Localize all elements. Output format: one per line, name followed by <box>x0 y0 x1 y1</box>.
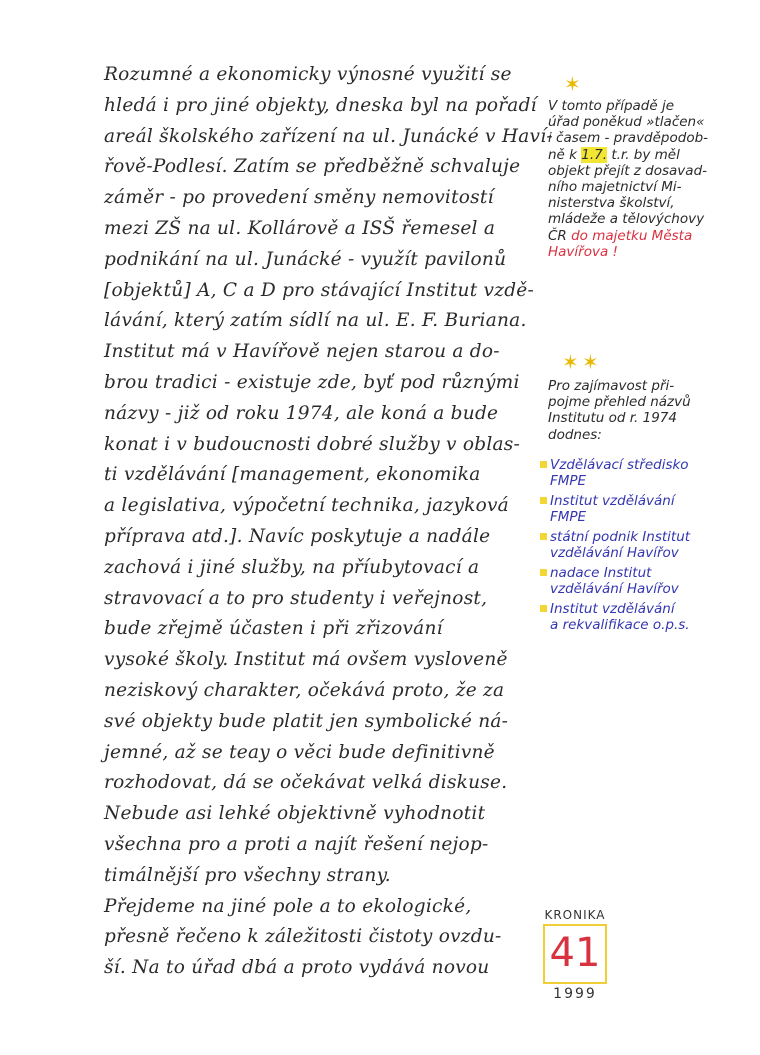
text-line: názvy - již od roku 1974, ale koná a bude <box>104 402 499 424</box>
text-line: stravovací a to pro studenty i veřejnost, <box>104 587 488 609</box>
side-note-line: ČR do majetku Města <box>548 227 693 244</box>
side-note-line: pojme přehled názvů <box>548 394 691 411</box>
text-line: areál školského zařízení na ul. Junácké v Haví- <box>104 125 553 147</box>
side-note-line: Institutu od r. 1974 <box>548 410 677 427</box>
list-item: Institut vzdělávání FMPE <box>540 493 755 525</box>
side-note-ownership <box>548 98 753 260</box>
text-line: jemné, až se teay o věci bude definitivně <box>104 741 495 763</box>
text-line: všechna pro a proti a najít řešení nejop- <box>104 833 489 855</box>
text-line: ší. Na to úřad dbá a proto vydává novou <box>104 957 490 979</box>
chronicle-main-text <box>104 60 553 984</box>
side-note-line: úřad poněkud »tlačen« <box>548 114 705 131</box>
page-number-box <box>543 924 607 984</box>
list-item: Institut vzdělávání a rekvalifikace o.p.s. <box>540 601 755 633</box>
text-line: a legislativa, výpočetní technika, jazyková <box>104 495 509 517</box>
text-line: přesně řečeno k záležitosti čistoty ovzdu- <box>104 926 502 948</box>
institute-name-history-list <box>540 457 755 637</box>
text-line: bude zřejmě účasten i při zřizování <box>104 618 443 640</box>
page-number: 41 <box>549 930 601 976</box>
text-line: [objektů] A, C a D pro stávající Institut vzdě- <box>104 279 534 301</box>
text-line: brou tradici - existuje zde, byť pod různými <box>104 371 520 393</box>
text-line: Přejdeme na jiné pole a to ekologické, <box>104 895 472 917</box>
text-line: příprava atd.]. Navíc poskytuje a nadále <box>104 525 491 547</box>
kronika-page-stamp <box>536 908 614 1002</box>
chronicle-year: 1999 <box>553 986 597 1002</box>
yellow-bullet <box>540 461 547 468</box>
text-line: záměr - po provedení směny nemovitostí <box>104 187 494 209</box>
text-line: lávání, který zatím sídlí na ul. E. F. Buriana. <box>104 310 527 332</box>
list-item: Vzdělávací středisko FMPE <box>540 457 755 489</box>
text-line: Rozumné a ekonomicky výnosné využití se <box>104 64 512 85</box>
text-line: neziskový charakter, očekává proto, že za <box>104 679 505 701</box>
yellow-bullet <box>540 497 547 504</box>
yellow-bullet <box>540 569 547 576</box>
side-note-line: ního majetnictví Mi- <box>548 179 682 196</box>
asterisk-marker-1: ✶ <box>564 72 581 96</box>
kronika-label: KRONIKA <box>544 908 606 922</box>
red-emphasis: Havířova ! <box>548 243 618 260</box>
text-line: timálnější pro všechny strany. <box>104 864 391 886</box>
asterisk-marker-2b: ✶ <box>582 350 599 374</box>
asterisk-marker-2a: ✶ <box>562 350 579 374</box>
highlighted-date: 1.7. <box>581 146 608 163</box>
text-line: rozhodovat, dá se očekávat velká diskuse. <box>104 772 508 794</box>
text-line: své objekty bude platit jen symbolické ná- <box>104 710 509 732</box>
side-note-line: objekt přejít z dosavad- <box>548 162 708 179</box>
text-line: mezi ZŠ na ul. Kollárově a ISŠ řemesel a <box>104 217 496 239</box>
side-note-line: mládeže a tělovýchovy <box>548 211 705 228</box>
list-item: nadace Institut vzdělávání Havířov <box>540 565 755 597</box>
yellow-bullet <box>540 533 547 540</box>
red-emphasis: do majetku Města <box>571 227 693 244</box>
side-note-line: ně k 1.7. t.r. by měl <box>548 146 680 163</box>
text-line: ti vzdělávání [management, ekonomika <box>104 464 481 486</box>
list-item: státní podnik Institut vzdělávání Havířov <box>540 529 755 561</box>
text-line: zachová i jiné služby, na příubytovací a <box>104 556 480 578</box>
side-note-institute-intro <box>548 378 753 443</box>
text-line: vysoké školy. Institut má ovšem vysloveně <box>104 649 508 671</box>
text-line: konat i v budoucnosti dobré služby v oblas- <box>104 433 521 455</box>
text-line: Institut má v Havířově nejen starou a do- <box>104 341 500 363</box>
text-line: podnikání na ul. Junácké - využít pavilonů <box>104 248 507 270</box>
text-line: hledá i pro jiné objekty, dneska byl na pořadí <box>104 94 537 116</box>
side-note-line: V tomto případě je <box>548 98 675 114</box>
side-note-line: dodnes: <box>548 426 602 443</box>
side-note-line: i časem - pravděpodob- <box>548 130 709 147</box>
yellow-bullet <box>540 605 547 612</box>
side-note-line: nisterstva školství, <box>548 195 675 212</box>
side-note-line: Pro zajímavost při- <box>548 378 675 394</box>
text-line: řově-Podlesí. Zatím se předběžně schvaluje <box>104 156 521 178</box>
text-line: Nebude asi lehké objektivně vyhodnotit <box>104 803 486 825</box>
